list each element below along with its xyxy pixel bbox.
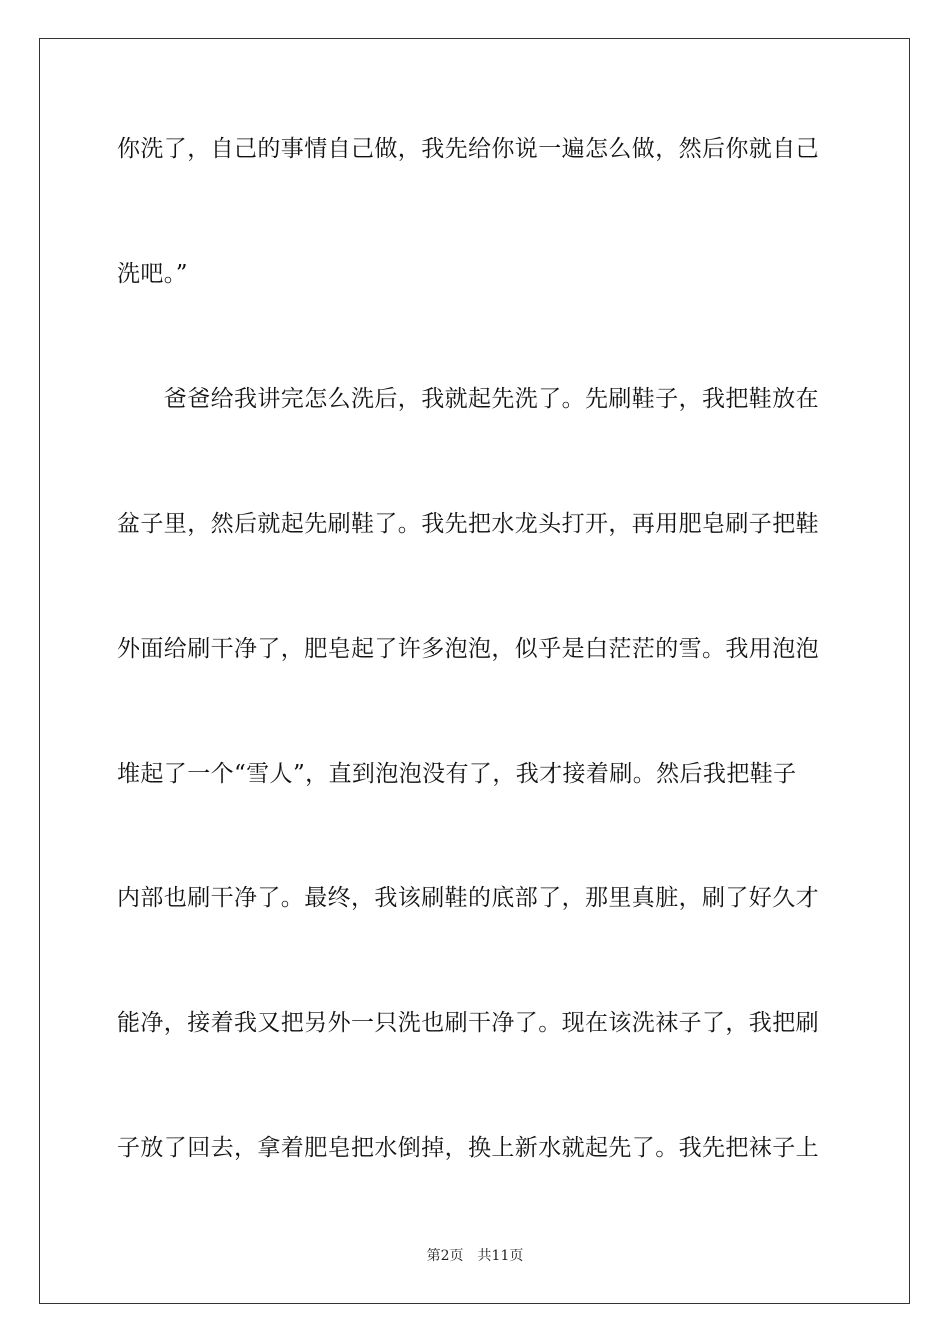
text-line: 盆子里，然后就起先刷鞋了。我先把水龙头打开，再用肥皂刷子把鞋: [117, 511, 819, 537]
text-line: 你洗了，自己的事情自己做，我先给你说一遍怎么做，然后你就自己: [117, 136, 819, 162]
text-line: 内部也刷干净了。最终，我该刷鞋的底部了，那里真脏，刷了好久才: [117, 885, 819, 911]
text-line: 爸爸给我讲完怎么洗后，我就起先洗了。先刷鞋子，我把鞋放在: [117, 386, 819, 412]
page-footer: [0, 1247, 950, 1265]
page-border: [39, 38, 910, 1304]
text-line: 堆起了一个“雪人”，直到泡泡没有了，我才接着刷。然后我把鞋子: [117, 761, 797, 787]
text-line: 能净，接着我又把另外一只洗也刷干净了。现在该洗袜子了，我把刷: [117, 1010, 819, 1036]
text-line: 外面给刷干净了，肥皂起了许多泡泡，似乎是白茫茫的雪。我用泡泡: [117, 636, 819, 662]
page-total: 共11页: [477, 1248, 524, 1264]
text-line: 洗吧。”: [117, 261, 188, 287]
page-number: 第2页: [426, 1248, 464, 1264]
text-line: 子放了回去，拿着肥皂把水倒掉，换上新水就起先了。我先把袜子上: [117, 1135, 819, 1161]
